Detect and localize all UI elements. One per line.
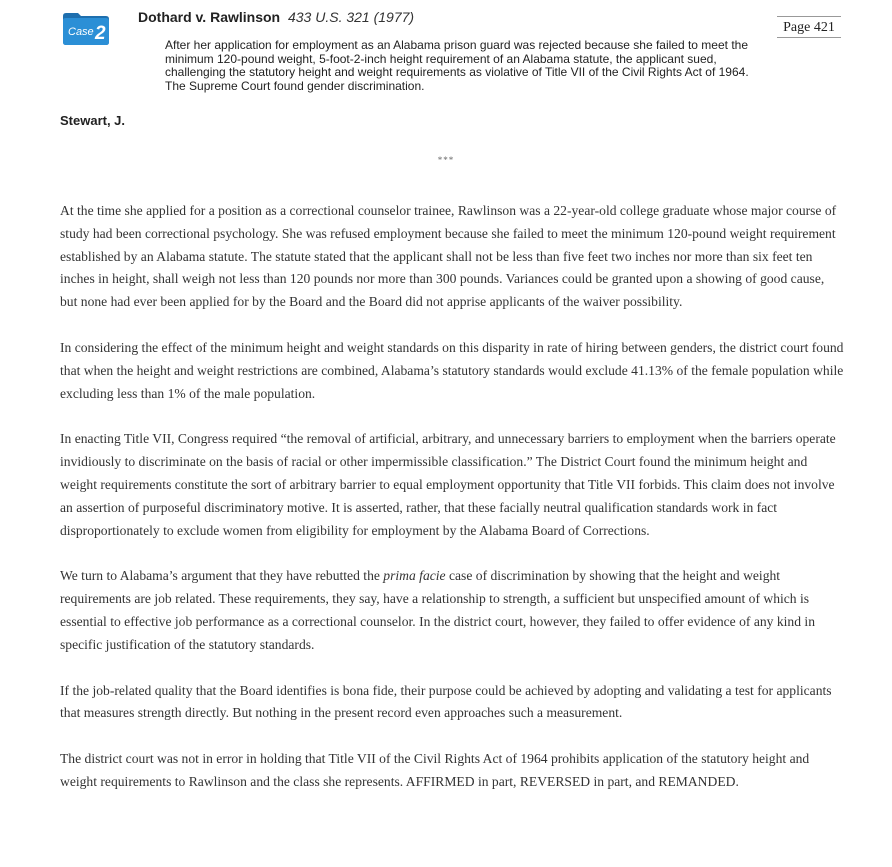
case-badge [60, 10, 112, 46]
page-marker: Page 421 [777, 16, 841, 38]
case-citation: 433 U.S. 321 (1977) [287, 9, 415, 25]
opinion-paragraph: In considering the effect of the minimum height and weight standards on this disparity in rate of hiring between genders, the district court found that when the height and weight restrictions are combined, Alabama’s statutory standards would exclude 41.13% of the female population while excluding less than 1% of the male population. [60, 339, 844, 401]
case-badge-label: Case [68, 26, 94, 38]
case-badge-number: 2 [95, 23, 106, 44]
case-folder-icon [60, 10, 112, 46]
opinion-paragraph [60, 565, 845, 656]
opinion-paragraph: At the time she applied for a position as a correctional counselor trainee, Rawlinson was a 22-year-old college graduate whose major course of study had been correctional psychology. She was refused employment because she failed to meet the minimum 120-pound weight requirement established by an Alabama statute. The statute stated that the applicant shall not be less than five feet two inches nor more than six feet ten inches in height, shall weigh not less than 120 pounds nor more than 300 pounds. Variances could be granted upon a showing of good cause, but none had ever been applied for by the Board and the Board did not apprise applicants of the waiver possibility. [60, 203, 837, 310]
paragraph-text: We turn to Alabama’s argument that they have rebutted the [60, 568, 384, 584]
opinion-body [60, 200, 845, 794]
section-separator: *** [437, 155, 455, 165]
opinion-paragraph: In enacting Title VII, Congress required “the removal of artificial, arbitrary, and unnecessary barriers to employment when the barriers operate invidiously to discriminate on the basis of racial or other impermissible classification.” The District Court found the minimum height and weight requirements constitute the sort of arbitrary barrier to equal employment opportunity that Title VII forbids. This claim does not involve an assertion of purposeful discriminatory motive. It is asserted, rather, that these facially neutral qualification standards work in fact disproportionately to exclude women from eligibility for employment by the Alabama Board of Corrections. [60, 431, 836, 538]
opinion-paragraph: The district court was not in error in holding that Title VII of the Civil Rights Act of 1964 prohibits application of the statutory height and weight requirements to Rawlinson and the class she represents. AFFIRMED in part, REVERSED in part, and REMANDED. [60, 751, 810, 789]
case-title [138, 9, 414, 25]
judge-name: Stewart, J. [60, 113, 126, 128]
case-summary: After her application for employment as an Alabama prison guard was rejected because she failed to meet the minimum 120-pound weight, 5-foot-2-inch height requirement of an Alabama statute, the applicant sued, challenging the statutory height and weight requirements as violative of Title VII of the Civil Rights Act of 1964. The Supreme Court found gender discrimination. [165, 38, 749, 93]
paragraph-text: case of discrimination by showing that the height and weight requirements are job related. These requirements, they say, have a relationship to strength, a sufficient but unspecified amount of which is essential to effective job performance as a correctional counselor. In the district court, however, they failed to offer evidence of any kind in specific justification of the statutory standards. [60, 568, 816, 652]
opinion-paragraph: If the job-related quality that the Board identifies is bona fide, their purpose could be achieved by adopting and validating a test for applicants that measures strength directly. But nothing in the present record even approaches such a measurement. [60, 682, 832, 721]
prima-facie-term: prima facie [383, 568, 446, 584]
case-name: Dothard v. Rawlinson [138, 9, 281, 25]
